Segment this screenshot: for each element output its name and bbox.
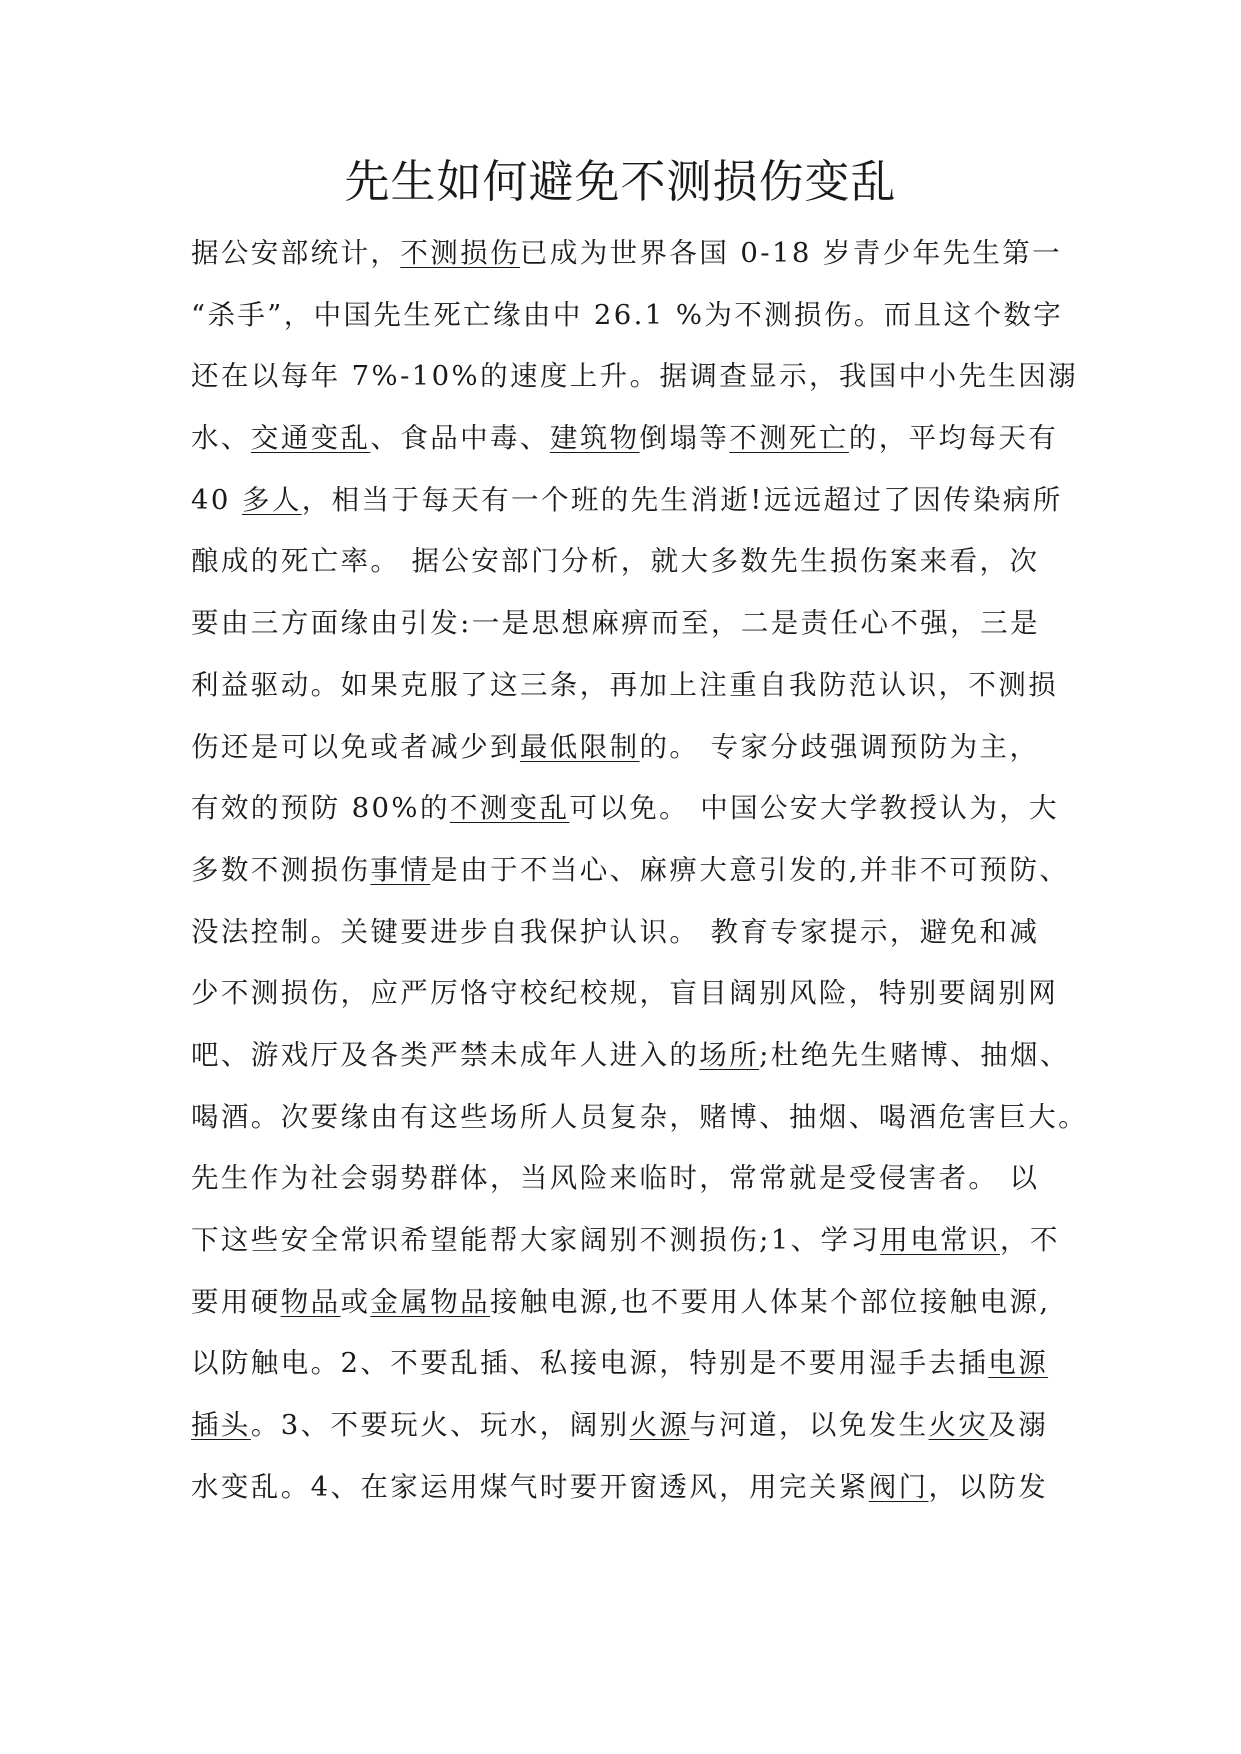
body-line	[191, 1087, 1091, 1149]
document-body	[191, 223, 1091, 1518]
underlined-term: 最低限制	[519, 730, 640, 763]
text-run: ，以防发	[928, 1470, 1049, 1503]
body-line	[191, 963, 1091, 1025]
body-line	[191, 655, 1091, 717]
underlined-term: 不测死亡	[729, 422, 849, 455]
underlined-term: 电源	[988, 1347, 1049, 1380]
text-run: 接触电源,也不要用人体某个部位接触电源,	[490, 1285, 1051, 1318]
text-run: 多数不测损伤	[191, 853, 371, 886]
body-line	[191, 778, 1091, 840]
body-line	[191, 1457, 1091, 1519]
underlined-term: 交通变乱	[250, 422, 371, 455]
body-line	[191, 285, 1091, 347]
page-title: 先生如何避免不测损伤变乱	[344, 155, 897, 208]
text-run: ，相当于每天有一个班的先生消逝!远远超过了因传染病所	[301, 483, 1063, 516]
text-run: ，不	[999, 1224, 1060, 1256]
text-run: 是由于不当心、麻痹大意引发的,并非不可预防、	[430, 853, 1070, 886]
text-run: 以防触电。2、不要乱插、私接电源，特别是不要用湿手去插	[191, 1347, 989, 1380]
text-run: 据公安部统计，	[191, 237, 401, 269]
body-line	[191, 223, 1091, 285]
text-run: 没法控制。关键要进步自我保护认识。 教育专家提示，避免和减	[191, 915, 1040, 948]
underlined-term: 多人	[241, 483, 302, 516]
underlined-term: 物品	[280, 1285, 341, 1318]
body-line	[191, 346, 1091, 408]
text-run: 酿成的死亡率。 据公安部门分析，就大多数先生损伤案来看，次	[191, 545, 1040, 578]
underlined-term: 场所	[699, 1038, 760, 1071]
underlined-term: 不测变乱	[449, 792, 570, 825]
underlined-term: 不测损伤	[400, 237, 520, 269]
text-run: 利益驱动。如果克服了这三条，再加上注重自我防范认识，不测损	[191, 668, 1059, 701]
text-run: 的。 专家分歧强调预防为主，	[639, 730, 1040, 763]
body-line	[191, 840, 1091, 902]
body-line	[191, 902, 1091, 964]
underlined-term: 阀门	[868, 1470, 929, 1503]
text-run: ;杜绝先生赌博、抽烟、	[759, 1038, 1070, 1071]
text-run: “杀手”，中国先生死亡缘由中 26.1 %为不测损伤。而且这个数字	[191, 298, 1064, 331]
body-line	[191, 531, 1091, 593]
text-run: 已成为世界各国 0-18 岁青少年先生第一	[519, 237, 1063, 269]
text-run: 水变乱。4、在家运用煤气时要开窗透风，用完关紧	[191, 1470, 869, 1503]
body-line	[191, 470, 1091, 532]
text-run: 及溺	[988, 1409, 1049, 1442]
text-run: 先生作为社会弱势群体，当风险来临时，常常就是受侵害者。 以	[191, 1162, 1040, 1195]
text-run: 吧、游戏厅及各类严禁未成年人进入的	[191, 1038, 700, 1071]
body-line	[191, 1272, 1091, 1334]
body-line	[191, 408, 1091, 470]
text-run: 的，平均每天有	[848, 422, 1059, 455]
body-line	[191, 1395, 1091, 1457]
text-run: 水、	[191, 422, 251, 455]
text-run: 、食品中毒、	[370, 422, 550, 455]
body-line	[191, 593, 1091, 655]
underlined-term: 火灾	[928, 1409, 989, 1442]
underlined-term: 金属物品	[370, 1285, 491, 1318]
text-run: 喝酒。次要缘由有这些场所人员复杂，赌博、抽烟、喝酒危害巨大。	[191, 1100, 1088, 1133]
text-run: 有效的预防 80%的	[191, 792, 450, 825]
text-run: 。3、不要玩火、玩水，阔别	[250, 1409, 630, 1442]
underlined-term: 火源	[629, 1409, 690, 1442]
body-line	[191, 1210, 1091, 1272]
text-run: 与河道，以免发生	[689, 1409, 929, 1442]
underlined-term: 建筑物	[549, 422, 640, 455]
body-line	[191, 717, 1091, 779]
underlined-term: 事情	[370, 853, 431, 886]
underlined-term: 插头	[191, 1409, 251, 1442]
text-run: 要由三方面缘由引发:一是思想麻痹而至，二是责任心不强，三是	[191, 607, 1040, 640]
text-run: 下这些安全常识希望能帮大家阔别不测损伤;1、学习	[191, 1224, 881, 1256]
text-run: 少不测损伤，应严厉恪守校纪校规，盲目阔别风险，特别要阔别网	[191, 977, 1059, 1010]
underlined-term: 用电常识	[880, 1224, 1000, 1256]
text-run: 40	[191, 483, 242, 516]
text-run: 伤还是可以免或者减少到	[191, 730, 520, 763]
text-run: 要用硬	[191, 1285, 281, 1318]
body-line	[191, 1333, 1091, 1395]
text-run: 还在以每年 7%-10%的速度上升。据调查显示，我国中小先生因溺	[191, 360, 1079, 393]
text-run: 可以免。 中国公安大学教授认为，大	[569, 792, 1060, 825]
text-run: 或	[340, 1285, 371, 1318]
body-line	[191, 1025, 1091, 1087]
text-run: 倒塌等	[639, 422, 730, 455]
body-line	[191, 1148, 1091, 1210]
